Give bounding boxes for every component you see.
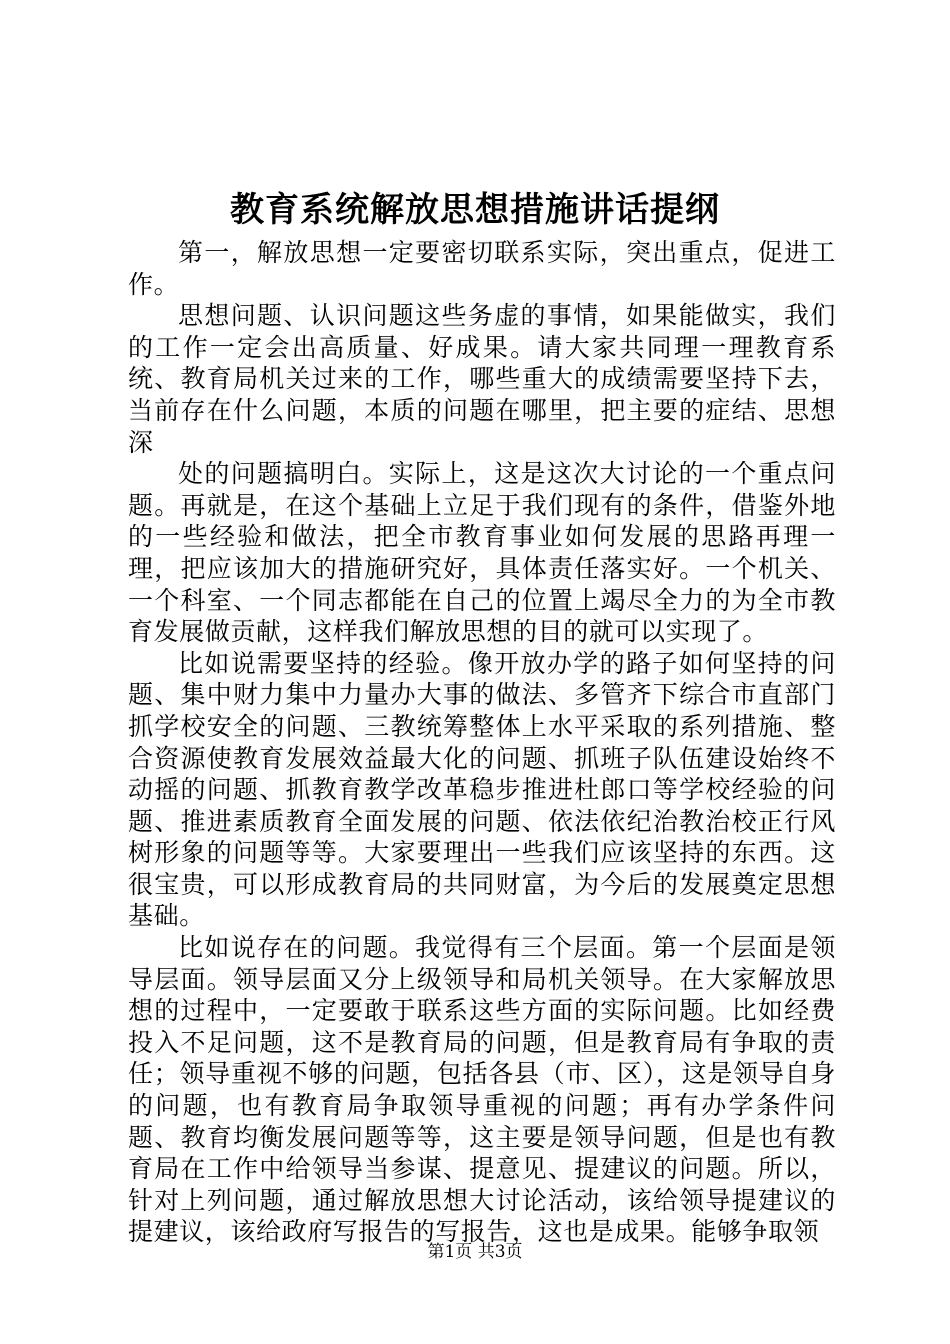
document-body <box>128 237 836 1248</box>
paragraph-5: 比如说存在的问题。我觉得有三个层面。第一个层面是领导层面。领导层面又分上级领导和局机关领导。在大家解放思想的过程中，一定要敢于联系这些方面的实际问题。比如经费投入不足问题，这不是教育局的问题，但是教育局有争取的责任；领导重视不够的问题，包括各县（市、区），这是领导自身的问题，也有教育局争取领导重视的问题；再有办学条件问题、教育均衡发展问题等等，这主要是领导问题，但是也有教育局在工作中给领导当参谋、提意见、提建议的问题。所以，针对上列问题，通过解放思想大讨论活动，该给领导提建议的提建议，该给政府写报告的写报告，这也是成果。能够争取领 <box>128 933 836 1247</box>
paragraph-1: 第一，解放思想一定要密切联系实际，突出重点，促进工作。 <box>128 238 836 299</box>
document-title: 教育系统解放思想措施讲话提纲 <box>230 190 720 230</box>
paragraph-2: 思想问题、认识问题这些务虚的事情，如果能做实，我们的工作一定会出高质量、好成果。请大家共同理一理教育系统、教育局机关过来的工作，哪些重大的成绩需要坚持下去，当前存在什么问题，本质的问题在哪里，把主要的症结、思想深 <box>128 301 836 457</box>
page-number-footer: 第1页 共3页 <box>427 1242 523 1262</box>
paragraph-4: 比如说需要坚持的经验。像开放办学的路子如何坚持的问题、集中财力集中力量办大事的做法、多管齐下综合市直部门抓学校安全的问题、三教统筹整体上水平采取的系列措施、整合资源使教育发展效益最大化的问题、抓班子队伍建设始终不动摇的问题、抓教育教学改革稳步推进杜郎口等学校经验的问题、推进素质教育全面发展的问题、依法依纪治教治校正行风树形象的问题等等。大家要理出一些我们应该坚持的东西。这很宝贵，可以形成教育局的共同财富，为今后的发展奠定思想基础。 <box>128 648 836 931</box>
paragraph-3: 处的问题搞明白。实际上，这是这次大讨论的一个重点问题。再就是，在这个基础上立足于我们现有的条件，借鉴外地的一些经验和做法，把全市教育事业如何发展的思路再理一理，把应该加大的措施研究好，具体责任落实好。一个机关、一个科室、一个同志都能在自己的位置上竭尽全力的为全市教育发展做贡献，这样我们解放思想的目的就可以实现了。 <box>128 459 836 647</box>
